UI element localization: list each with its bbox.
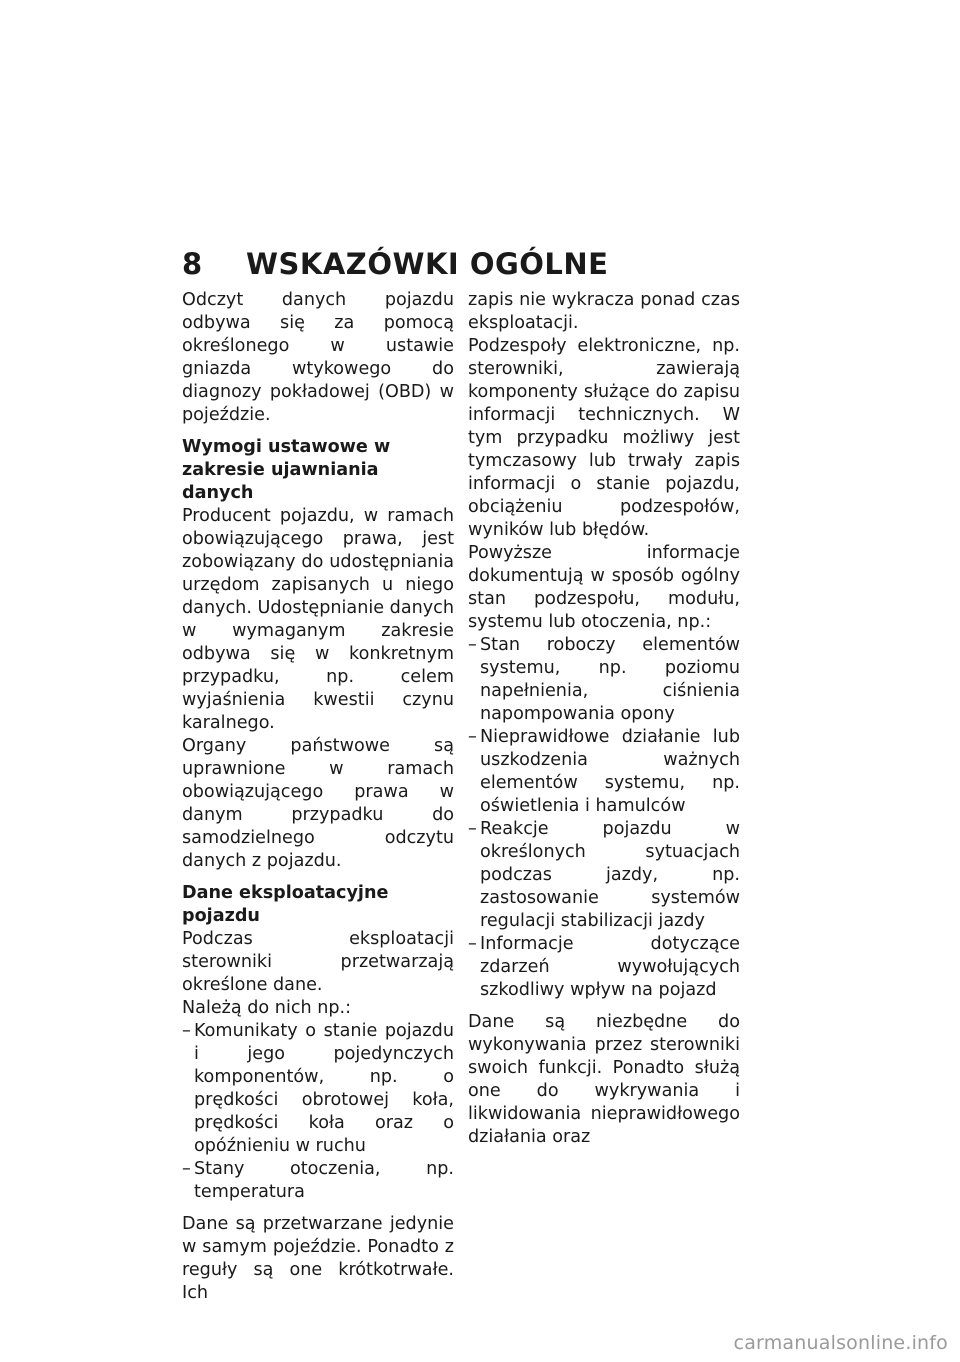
intro-paragraph: Odczyt danych pojazdu odbywa się za pomocą określonego w ustawie gniazda wtykowego do diagnozy pokładowej (OBD) w pojeździe. (182, 290, 454, 425)
operational-list (182, 1020, 454, 1204)
operational-paragraph-2: Należą do nich np.: (182, 998, 352, 1018)
components-paragraph: Podzespoły elektroniczne, np. sterowniki, zawierają komponenty służące do zapisu informacji technicznych. W tym przypadku możliwy jest tymczasowy lub trwały zapis informacji o stanie pojazdu, obciążeniu podzespołów, wyników lub błędów. (468, 336, 740, 540)
legal-paragraph-2: Organy państwowe są uprawnione w ramach obowiązującego prawa w danym przypadku do samodzielnego odczytu danych z pojazdu. (182, 736, 454, 871)
right-column (468, 289, 740, 1149)
section-heading-operational: Dane eksploatacyjne pojazdu (182, 883, 389, 926)
list-item: – Stany otoczenia, np. temperatura (182, 1159, 454, 1202)
list-item: – Informacje dotyczące zdarzeń wywołujących szkodliwy wpływ na pojazd (468, 934, 740, 1000)
continuation-paragraph: zapis nie wykracza ponad czas eksploatacji. (468, 290, 740, 333)
left-column (182, 289, 454, 1305)
list-item: – Nieprawidłowe działanie lub uszkodzenia ważnych elementów systemu, np. oświetlenia i hamulców (468, 727, 740, 816)
functions-paragraph: Dane są niezbędne do wykonywania przez sterowniki swoich funkcji. Ponadto służą one do wykrywania i likwidowania nieprawidłowego działania oraz (468, 1012, 740, 1147)
chapter-number: 8 (182, 247, 203, 281)
list-item: – Komunikaty o stanie pojazdu i jego pojedynczych komponentów, np. o prędkości obrotowej koła, prędkości koła oraz o opóźnieniu w ruchu (182, 1021, 454, 1156)
documentation-paragraph: Powyższe informacje dokumentują w sposób ogólny stan podzespołu, modułu, systemu lub otoczenia, np.: (468, 543, 740, 632)
dash-bullet: – (182, 1159, 191, 1179)
operational-paragraph-1: Podczas eksploatacji sterowniki przetwarzają określone dane. (182, 929, 454, 995)
system-state-list (468, 634, 740, 1002)
dash-bullet: – (468, 727, 477, 747)
list-item: – Stan roboczy elementów systemu, np. poziomu napełnienia, ciśnienia napompowania opony (468, 635, 740, 724)
watermark-text: carmanualsonline.info (733, 1332, 948, 1354)
dash-bullet: – (468, 934, 477, 954)
page-title (182, 246, 782, 282)
dash-bullet: – (468, 635, 477, 655)
legal-paragraph-1: Producent pojazdu, w ramach obowiązującego prawa, jest zobowiązany do udostępniania urzędom zapisanych u niego danych. Udostępnianie danych w wymaganym zakresie odbywa się w konkretnym przypadku, np. celem wyjaśnienia kwestii czynu karalnego. (182, 506, 454, 733)
chapter-title: WSKAZÓWKI OGÓLNE (246, 247, 609, 281)
closing-paragraph: Dane są przetwarzane jedynie w samym pojeździe. Ponadto z reguły są one krótkotrwałe. Ich (182, 1214, 454, 1303)
dash-bullet: – (468, 819, 477, 839)
dash-bullet: – (182, 1021, 191, 1041)
section-heading-legal: Wymogi ustawowe w zakresie ujawniania danych (182, 437, 391, 503)
list-item: – Reakcje pojazdu w określonych sytuacjach podczas jazdy, np. zastosowanie systemów regulacji stabilizacji jazdy (468, 819, 740, 931)
